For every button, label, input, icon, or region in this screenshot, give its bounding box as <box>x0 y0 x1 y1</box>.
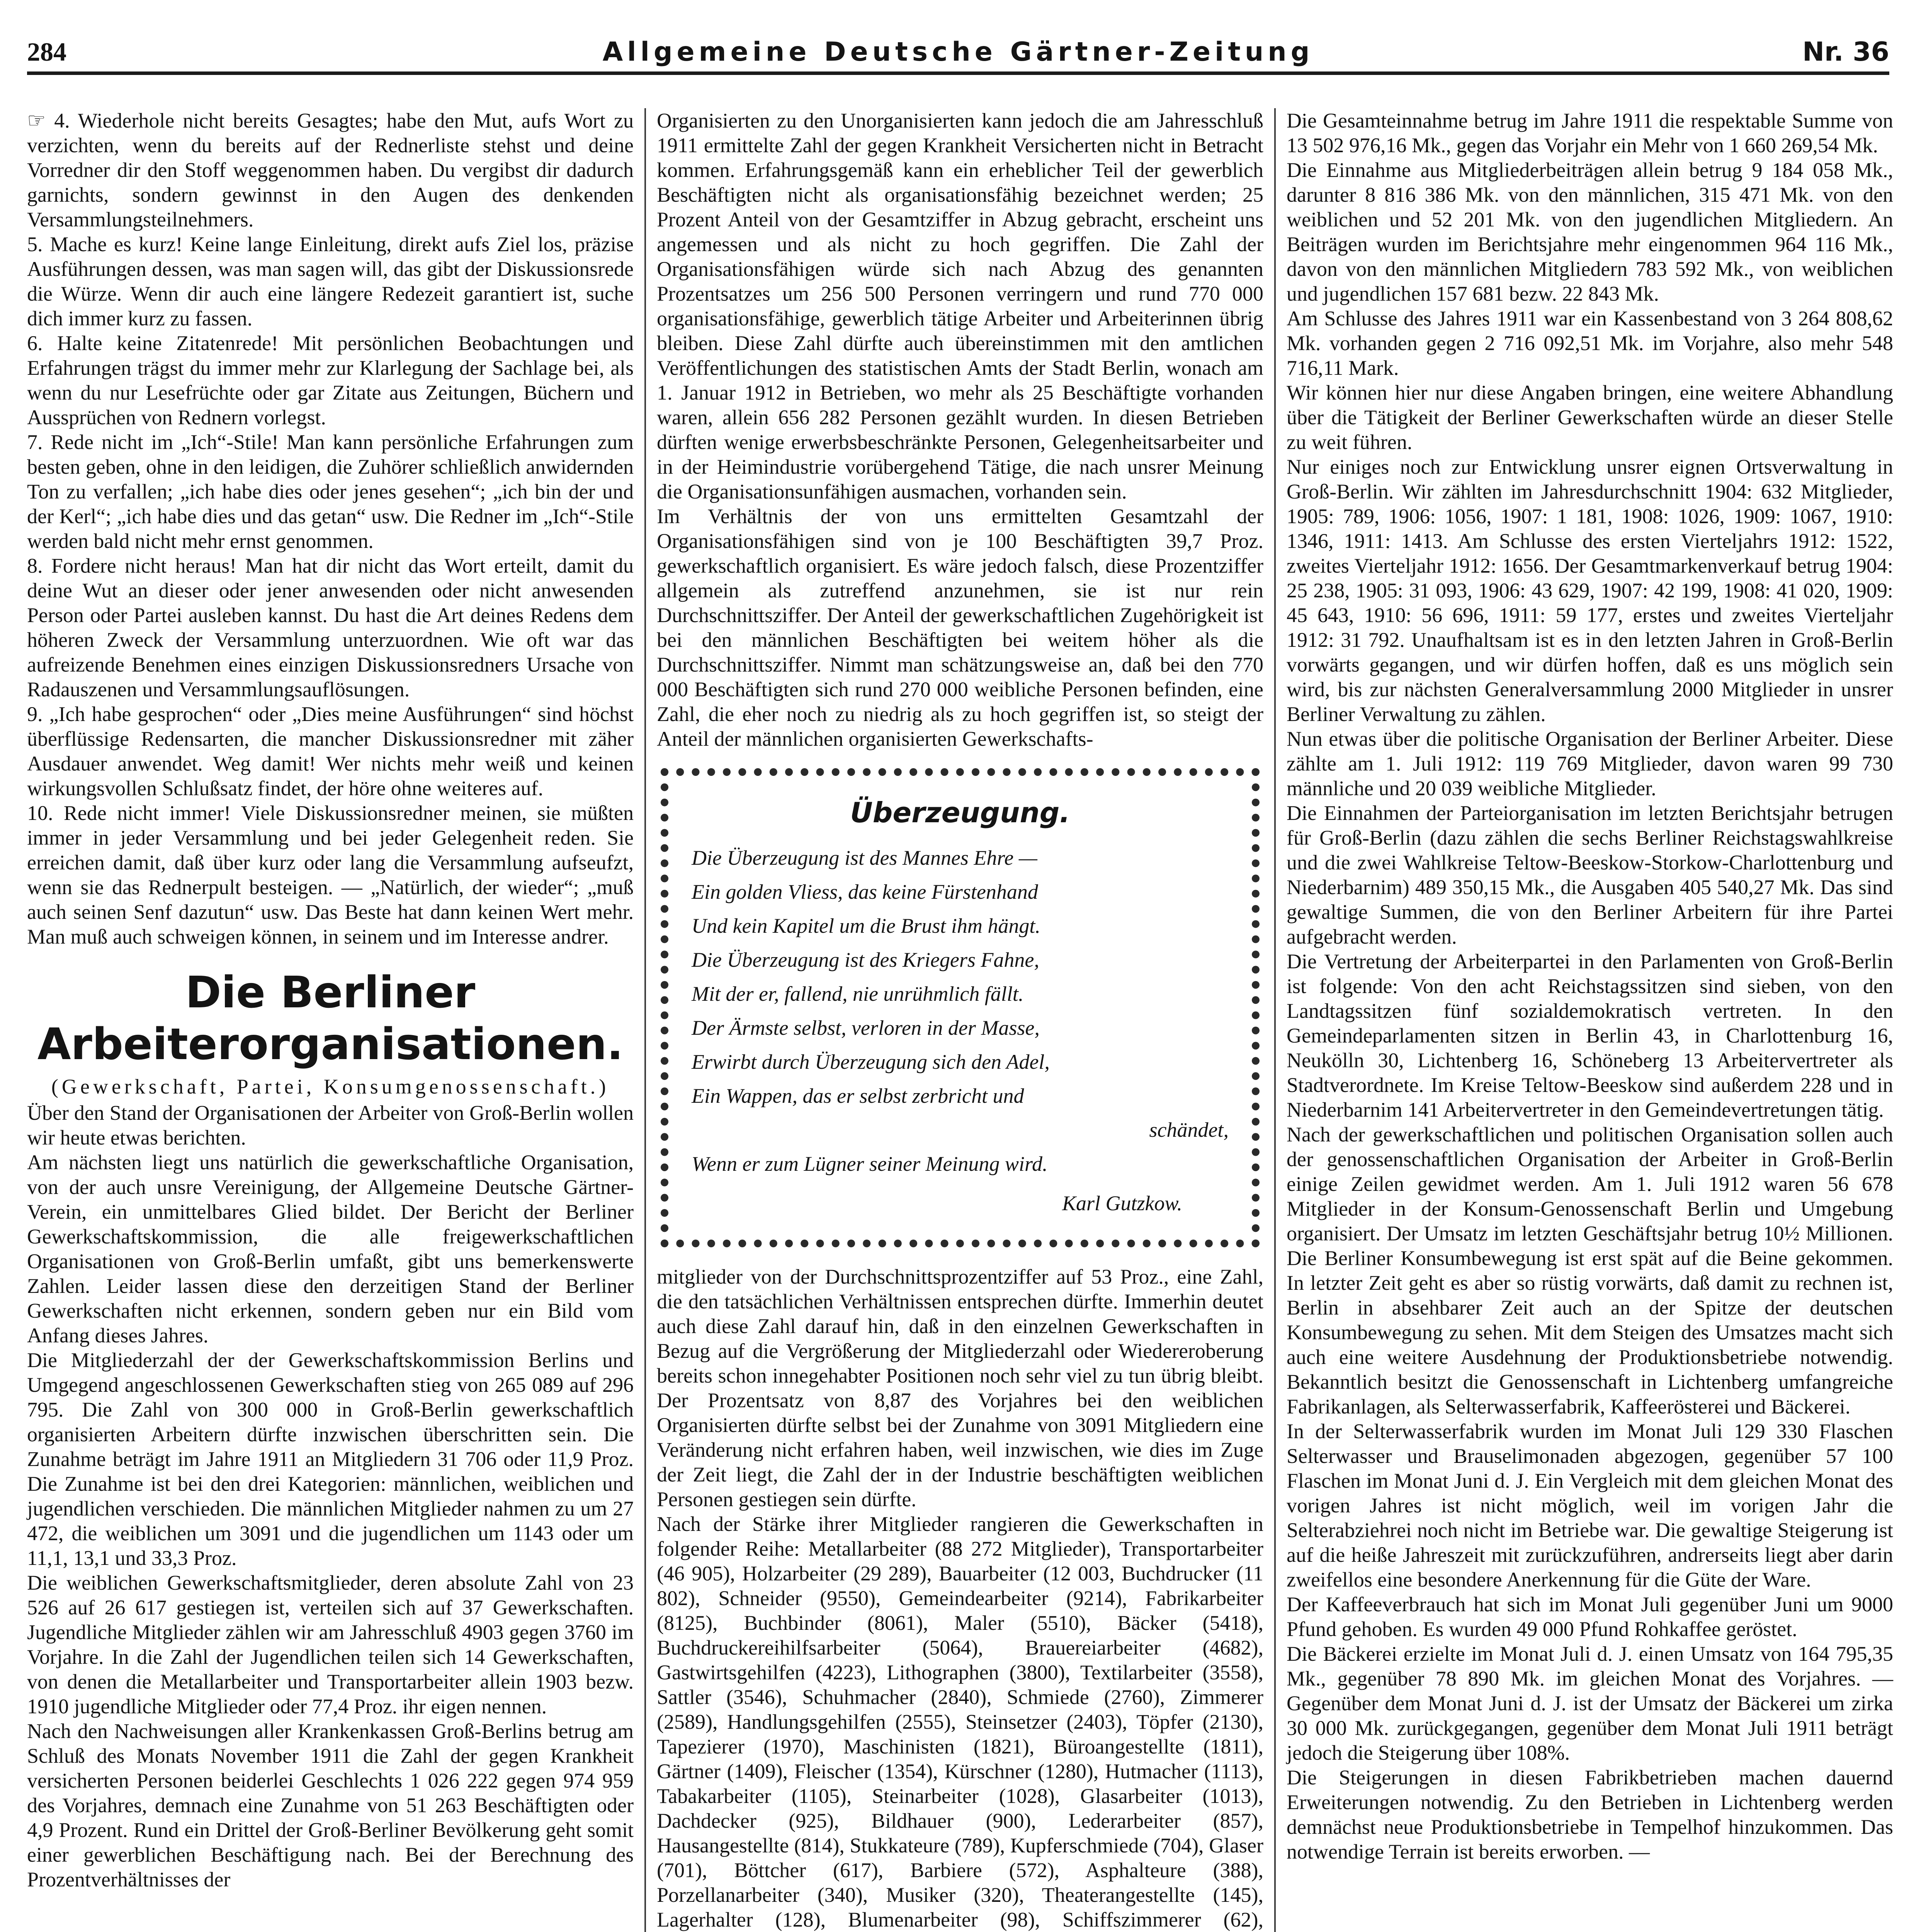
paragraph: Die Mitgliederzahl der der Gewerkschaftskommission Berlins und Umgegend angeschlossenen Gewerkschaften stieg von 265 089 auf 296 795. Die Zahl von 300 000 in Groß-Berlin gewerkschaftlich organisierten Arbeitern dürfte inzwischen überschritten sein. Die Zunahme beträgt im Jahre 1911 an Mitgliedern 31 706 oder 11,9 Proz. Die Zunahme ist bei den drei Kategorien: männlichen, weiblichen und jugendlichen verschieden. Die männlichen Mitglieder nahmen zu um 27 472, die weiblichen um 3091 und die jugendlichen um 1143 oder um 11,1, 13,1 und 33,3 Proz. <box>27 1349 634 1570</box>
poem-box <box>661 768 1260 1247</box>
paragraph: 9. „Ich habe gesprochen“ oder „Dies meine Ausführungen“ sind höchst überflüssige Redensarten, die mancher Diskussionsredner mit zäher Ausdauer anwendet. Weg damit! Wer nichts mehr weiß und keinen wirkungsvollen Schlußsatz findet, der höre ohne weiteres auf. <box>27 702 634 800</box>
section-title-line: Die Berliner <box>185 968 476 1018</box>
paragraph: Nach der gewerkschaftlichen und politischen Organisation sollen auch der genossenschaftlichen Organisation der Arbeiter in Groß-Berlin einige Zeilen gewidmet werden. Am 1. Juli 1912 waren 56 678 Mitglieder in der Konsum-Genossenschaft Berlin und Umgebung organisiert. Der Umsatz im letzten Geschäftsjahr betrug 10½ Millionen. Die Berliner Konsumbewegung ist erst spät auf die Beine gekommen. In letzter Zeit geht es aber so rüstig vorwärts, daß damit zu rechnen ist, Berlin in absehbarer Zeit auch an der Spitze der deutschen Konsumbewegung zu sehen. Mit dem Steigen des Umsatzes macht sich auch eine weitere Ausdehnung der Produktionsbetriebe notwendig. Bekanntlich besitzt die Genossenschaft in Lichtenberg umfangreiche Fabrikanlagen, als Selterwasserfabrik, Kaffeerösterei und Bäckerei. <box>1287 1123 1893 1418</box>
column-2 <box>657 108 1263 1932</box>
poem-line: Die Überzeugung ist des Mannes Ehre — <box>692 846 1037 869</box>
poem-line: schändet, <box>1149 1118 1229 1141</box>
column-rule-left <box>644 108 646 1932</box>
paragraph: In der Selterwasserfabrik wurden im Monat Juli 129 330 Flaschen Selterwasser und Brauselimonaden abgezogen, gegenüber 57 100 Flaschen im Monat Juni d. J. Ein Vergleich mit dem gleichen Monat des vorigen Jahres ist nicht möglich, weil im vorigen Jahr die Selterabziehrei noch nicht im Betriebe war. Die gewaltige Steigerung ist auf die heiße Jahreszeit mit zurückzuführen, andrerseits liegt aber darin zweifellos eine besondere Anerkennung für die Güte der Ware. <box>1287 1420 1893 1591</box>
section-title-line: Arbeiterorganisationen. <box>37 1019 624 1070</box>
paragraph: Der Kaffeeverbrauch hat sich im Monat Juli gegenüber Juni um 9000 Pfund gehoben. Es wurden 49 000 Pfund Rohkaffee geröstet. <box>1287 1593 1893 1641</box>
page-number: 284 <box>27 37 66 66</box>
paragraph: 8. Fordere nicht heraus! Man hat dir nicht das Wort erteilt, damit du deine Wut an dieser oder jener anwesenden oder nicht anwesenden Person oder Partei ausleben kannst. Du hast die Art deines Redens dem höheren Zweck der Versammlung unterzuordnen. Wie oft war das aufreizende Benehmen eines einzigen Diskussionsredners Ursache von Radauszenen und Versammlungsauflösungen. <box>27 554 634 701</box>
paragraph: Die weiblichen Gewerkschaftsmitglieder, deren absolute Zahl von 23 526 auf 26 617 gestiegen ist, verteilen sich auf 37 Gewerkschaften. Jugendliche Mitglieder zählen wir am Jahresschluß 4903 gegen 3760 im Vorjahre. In die Zahl der Jugendlichen teilen sich 14 Gewerkschaften, von denen die Metallarbeiter und Transportarbeiter allein 1903 bezw. 1910 jugendliche Mitglieder oder 77,4 Proz. ihr eigen nennen. <box>27 1571 634 1718</box>
issue-number: Nr. 36 <box>1802 37 1889 67</box>
paragraph: Am nächsten liegt uns natürlich die gewerkschaftliche Organisation, von der auch unsre Vereinigung, der Allgemeine Deutsche Gärtner-Verein, ein unmittelbares Glied bildet. Der Bericht der Berliner Gewerkschaftskommission, die alle freigewerkschaftlichen Organisationen von Groß-Berlin umfaßt, gibt uns bemerkenswerte Zahlen. Leider lassen diese den derzeitigen Stand der Berliner Gewerkschaften nicht erkennen, sondern geben nur ein Bild vom Anfang dieses Jahres. <box>27 1151 634 1347</box>
paragraph: Die Steigerungen in diesen Fabrikbetrieben machen dauernd Erweiterungen notwendig. Zu den Betrieben in Lichtenberg werden demnächst neue Produktionsbetriebe in Tempelhof hinzukommen. Das notwendige Terrain ist bereits erworben. — <box>1287 1766 1893 1863</box>
running-head <box>27 37 1889 75</box>
poem-line: Mit der er, fallend, nie unrühmlich fällt. <box>692 982 1024 1005</box>
poem-line: Erwirbt durch Überzeugung sich den Adel, <box>692 1050 1050 1073</box>
journal-title: Allgemeine Deutsche Gärtner-Zeitung <box>602 37 1314 67</box>
paragraph: 7. Rede nicht im „Ich“-Stile! Man kann persönliche Erfahrungen zum besten geben, ohne in den leidigen, die Zuhörer schließlich anwidernden Ton zu verfallen; „ich habe dies oder jenes gesehen“; „ich bin der und der Kerl“; „ich habe dies und das getan“ usw. Die Redner im „Ich“-Stile werden bald nicht mehr ernst genommen. <box>27 430 634 553</box>
paragraph: ☞ 4. Wiederhole nicht bereits Gesagtes; habe den Mut, aufs Wort zu verzichten, wenn du bereits auf der Rednerliste stehst und deine Vorredner dir den Stoff weggenommen haben. Du vergibst dir dadurch garnichts, sondern gewinnst in den Augen des denkenden Versammlungsteilnehmers. <box>27 109 634 231</box>
paragraph: Die Einnahme aus Mitgliederbeiträgen allein betrug 9 184 058 Mk., darunter 8 816 386 Mk. von den männlichen, 315 471 Mk. von den weiblichen und 52 201 Mk. von den jugendlichen Mitgliedern. An Beiträgen wurden im Berichtsjahre mehr eingenommen 964 116 Mk., davon von den männlichen Mitgliedern 783 592 Mk., von weiblichen und jugendlichen 157 681 bezw. 22 843 Mk. <box>1287 158 1893 305</box>
poem-line: Der Ärmste selbst, verloren in der Masse, <box>692 1016 1040 1039</box>
column-3 <box>1287 108 1893 1864</box>
paragraph: mitglieder von der Durchschnittsprozentziffer auf 53 Proz., eine Zahl, die den tatsächlichen Verhältnissen entsprechen dürfte. Immerhin deutet auch diese Zahl darauf hin, daß in den einzelnen Gewerkschaften in Bezug auf die Vergrößerung der Mitgliederzahl oder Wiedereroberung bereits schon innegehabter Positionen noch sehr viel zu tun übrig bleibt. Der Prozentsatz von 8,87 des Vorjahres bei den weiblichen Organisierten dürfte selbst bei der Zunahme von 3091 Mitgliedern eine Veränderung nicht erfahren haben, weil inzwischen, wie dies im Zuge der Zeit liegt, die Zahl der in der Industrie beschäftigten weiblichen Personen gestiegen sein dürfte. <box>657 1265 1263 1511</box>
paragraph: Die Bäckerei erzielte im Monat Juli d. J. einen Umsatz von 164 795,35 Mk., gegenüber 78 890 Mk. im gleichen Monat des Vorjahres. — Gegenüber dem Monat Juni d. J. ist der Umsatz der Bäckerei um zirka 30 000 Mk. zurückgegangen, gegenüber dem Monat Juli 1911 beträgt jedoch die Steigerung über 108%. <box>1287 1642 1893 1764</box>
paragraph: Im Verhältnis der von uns ermittelten Gesamtzahl der Organisationsfähigen sind von je 100 Beschäftigten 39,7 Proz. gewerkschaftlich organisiert. Es wäre jedoch falsch, diese Prozentziffer allgemein als zutreffend anzunehmen, sie ist nur rein Durchschnittsziffer. Der Anteil der gewerkschaftlichen Zugehörigkeit ist bei den männlichen Beschäftigten bei weitem höher als die Durchschnittsziffer. Nimmt man schätzungsweise an, daß bei den 770 000 Beschäftigten sich rund 270 000 weibliche Personen befinden, eine Zahl, die eher noch zu niedrig als zu hoch gegriffen ist, so steigt der Anteil der männlichen organisierten Gewerkschafts- <box>657 505 1263 750</box>
paragraph: 10. Rede nicht immer! Viele Diskussionsredner meinen, sie müßten immer in jeder Versammlung und bei jeder Gelegenheit reden. Sie erreichen damit, daß über kurz oder lang die Versammlung aufseufzt, wenn sie das Rednerpult besteigen. — „Natürlich, der wieder“; „muß auch seinen Senf dazutun“ usw. Das Beste hat dann keinen Wert mehr. Man muß auch schweigen können, in seinem und im Interesse andrer. <box>27 801 634 948</box>
poem-line: Und kein Kapitel um die Brust ihm hängt. <box>692 914 1040 937</box>
section-title <box>27 967 634 1070</box>
paragraph: Nach der Stärke ihrer Mitglieder rangieren die Gewerkschaften in folgender Reihe: Metallarbeiter (88 272 Mitglieder), Transportarbeiter (46 905), Holzarbeiter (29 289), Bauarbeiter (12 003, Buchdrucker (11 802), Schneider (9550), Gemeindearbeiter (9214), Fabrikarbeiter (8125), Buchbinder (8061), Maler (5510), Bäcker (5418), Buchdruckereihilfsarbeiter (5064), Brauereiarbeiter (4682), Gastwirtsgehilfen (4223), Lithographen (3800), Textilarbeiter (3558), Sattler (3546), Schuhmacher (2840), Schmiede (2760), Zimmerer (2589), Handlungsgehilfen (2555), Steinsetzer (2403), Töpfer (2130), Tapezierer (1970), Maschinisten (1821), Büroangestellte (1811), Gärtner (1409), Fleischer (1354), Kürschner (1280), Hutmacher (1113), Tabakarbeiter (1105), Steinarbeiter (1028), Glasarbeiter (1013), Dachdecker (925), Bildhauer (900), Lederarbeiter (857), Hausangestellte (814), Stukkateure (789), Kupferschmiede (704), Glaser (701), Böttcher (617), Barbiere (572), Asphalteure (388), Porzellanarbeiter (340), Musiker (320), Theaterangestellte (145), Lagerhalter (128), Blumenarbeiter (98), Schiffszimmerer (62), <box>657 1512 1263 1931</box>
paragraph: Organisierten zu den Unorganisierten kann jedoch die am Jahresschluß 1911 ermittelte Zahl der gegen Krankheit Versicherten nicht in Betracht kommen. Erfahrungsgemäß kann ein erheblicher Teil der gewerblich Beschäftigten nicht als organisationsfähig bezeichnet werden; 25 Prozent Anteil von der Gesamtziffer in Abzug gebracht, erscheint uns angemessen und als nicht zu hoch gegriffen. Die Zahl der Organisationsfähigen würde sich nach Abzug des genannten Prozentsatzes um 256 500 Personen verringern und rund 770 000 organisationsfähige, gewerblich tätige Arbeiter und Arbeiterinnen übrig bleiben. Diese Zahl dürfte auch übereinstimmen mit den amtlichen Veröffentlichungen des statistischen Amts der Stadt Berlin, wonach am 1. Januar 1912 in Betrieben, wo mehr als 25 Beschäftigte vorhanden waren, allein 656 282 Personen gezählt wurden. In diesen Betrieben dürften wenige erwerbsbeschränkte Personen, Gelegenheitsarbeiter und in der Heimindustrie vorübergehend Tätige, die nach unsrer Meinung die Organisationsunfähigen ausmachen, vorhanden sein. <box>657 109 1263 503</box>
paragraph: Nur einiges noch zur Entwicklung unsrer eignen Ortsverwaltung in Groß-Berlin. Wir zählten im Jahresdurchschnitt 1904: 632 Mitglieder, 1905: 789, 1906: 1056, 1907: 1 181, 1908: 1026, 1909: 1067, 1910: 1346, 1911: 1413. Am Schlusse des ersten Vierteljahrs 1912: 1522, zweites Vierteljahr 1912: 1656. Der Gesamtmarkenverkauf betrug 1904: 25 238, 1905: 31 093, 1906: 43 629, 1907: 42 199, 1908: 41 020, 1909: 45 643, 1910: 56 696, 1911: 59 177, erstes und zweites Vierteljahr 1912: 31 792. Unaufhaltsam ist es in den letzten Jahren in Groß-Berlin vorwärts gegangen, und wir dürfen hoffen, daß es uns möglich sein wird, bis zur nächsten Generalversammlung 2000 Mitglieder in unsrer Berliner Verwaltung zu zählen. <box>1287 455 1893 726</box>
poem-line: Die Überzeugung ist des Kriegers Fahne, <box>692 948 1039 971</box>
poem-line: Wenn er zum Lügner seiner Meinung wird. <box>692 1152 1048 1175</box>
paragraph: Nach den Nachweisungen aller Krankenkassen Groß-Berlins betrug am Schluß des Monats November 1911 die Zahl der gegen Krankheit versicherten Personen beiderlei Geschlechts 1 026 222 gegen 974 959 des Vorjahres, demnach eine Zunahme von 51 263 Beschäftigten oder 4,9 Prozent. Rund ein Drittel der Groß-Berliner Bevölkerung geht somit einer gewerblichen Beschäftigung nach. Bei der Berechnung des Prozentverhältnisses der <box>27 1719 634 1891</box>
section-subtitle: (Gewerkschaft, Partei, Konsumgenossenschaft.) <box>51 1075 610 1098</box>
column-1 <box>27 108 634 1892</box>
paragraph: Am Schlusse des Jahres 1911 war ein Kassenbestand von 3 264 808,62 Mk. vorhanden gegen 2 716 092,51 Mk. im Vorjahre, also mehr 548 716,11 Mark. <box>1287 307 1893 379</box>
poem-line: Ein Wappen, das er selbst zerbricht und <box>692 1084 1024 1107</box>
paragraph: Die Gesamteinnahme betrug im Jahre 1911 die respektable Summe von 13 502 976,16 Mk., gegen das Vorjahr ein Mehr von 1 660 269,54 Mk. <box>1287 109 1893 157</box>
paragraph: Die Vertretung der Arbeiterpartei in den Parlamenten von Groß-Berlin ist folgende: Von den acht Reichstagssitzen sind sieben, von den Landtagssitzen fünf sozialdemokratisch vertreten. In den Gemeindeparlamenten sitzen in Berlin 43, in Charlottenburg 16, Neukölln 30, Lichtenberg 16, Schöneberg 13 Arbeitervertreter als Stadtverordnete. Im Kreise Teltow-Beeskow sind außerdem 228 und in Niederbarnim 141 Arbeitervertreter in den Gemeindevertretungen tätig. <box>1287 950 1893 1121</box>
poem-line: Ein golden Vliess, das keine Fürstenhand <box>692 880 1038 903</box>
poem-author: Karl Gutzkow. <box>1062 1192 1182 1215</box>
paragraph: Wir können hier nur diese Angaben bringen, eine weitere Abhandlung über die Tätigkeit der Berliner Gewerkschaften würde an dieser Stelle zu weit führen. <box>1287 381 1893 454</box>
column-rule-right <box>1274 108 1276 1932</box>
paragraph: Die Einnahmen der Parteiorganisation im letzten Berichtsjahr betrugen für Groß-Berlin (dazu zählen die sechs Berliner Reichstagswahlkreise und die zwei Wahlkreise Teltow-Beeskow-Storkow-Charlottenburg und Niederbarnim) 489 350,15 Mk., die Ausgaben 405 540,27 Mk. Das sind gewaltige Summen, die von den Berliner Arbeitern für ihre Partei aufgebracht werden. <box>1287 801 1893 948</box>
poem-title: Überzeugung. <box>850 796 1070 829</box>
paragraph: Nun etwas über die politische Organisation der Berliner Arbeiter. Diese zählte am 1. Juli 1912: 119 769 Mitglieder, davon waren 99 730 männliche und 20 039 weibliche Mitglieder. <box>1287 727 1893 800</box>
paragraph: 6. Halte keine Zitatenrede! Mit persönlichen Beobachtungen und Erfahrungen trägst du immer mehr zur Klarlegung der Sachlage bei, als wenn du nur Lesefrüchte oder gar Zitate aus Zeitungen, Büchern und Aussprüchen von Rednern vorlegst. <box>27 332 634 429</box>
paragraph: 5. Mache es kurz! Keine lange Einleitung, direkt aufs Ziel los, präzise Ausführungen dessen, was man sagen will, das gibt der Diskussionsrede die Würze. Wenn dir auch eine längere Redezeit garantiert ist, suche dich immer kurz zu fassen. <box>27 233 634 330</box>
paragraph: Über den Stand der Organisationen der Arbeiter von Groß-Berlin wollen wir heute etwas berichten. <box>27 1101 634 1149</box>
